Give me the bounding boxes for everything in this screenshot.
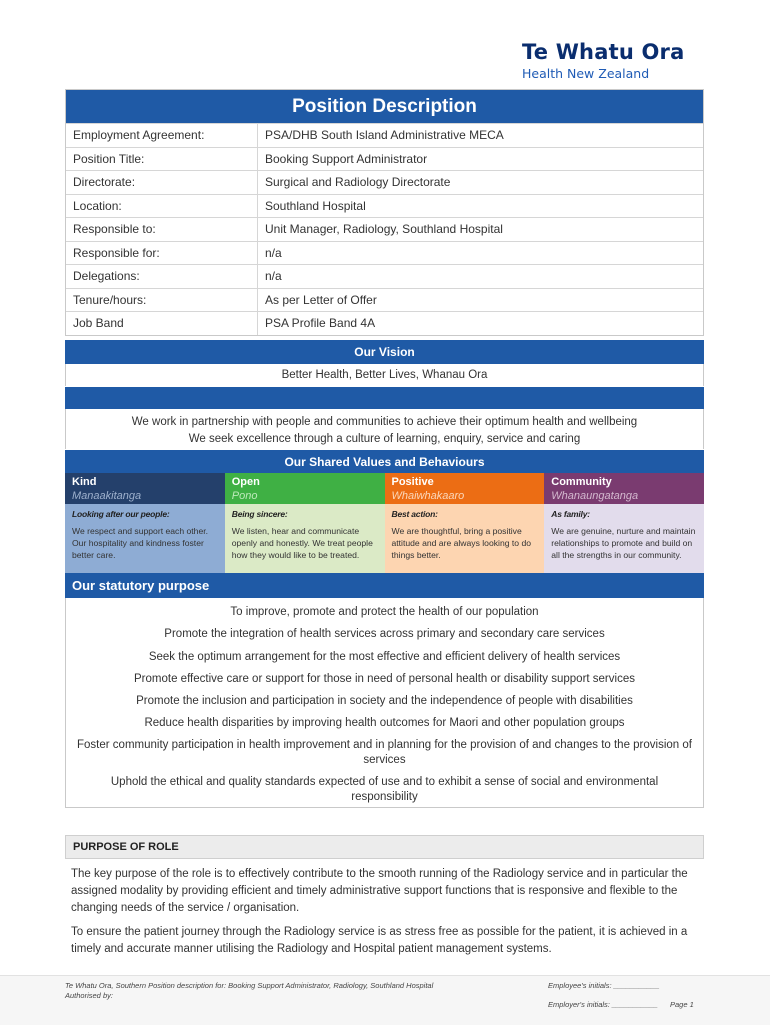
logo-title: Te Whatu Ora <box>522 40 685 64</box>
value-header <box>544 473 704 504</box>
value-subheading: Looking after our people: <box>72 509 170 519</box>
statutory-item: Promote effective care or support for those in need of personal health or disability support services <box>134 673 635 685</box>
value-open <box>225 473 385 573</box>
pd-row-label: Delegations: <box>66 265 258 288</box>
pd-row-label: Responsible for: <box>66 242 258 265</box>
statutory-item: Foster community participation in health improvement and in planning for the provision of and changes to the provision of services <box>77 739 692 766</box>
value-subheading: As family: <box>551 509 590 519</box>
statutory-item: To improve, promote and protect the health of our population <box>230 606 539 618</box>
footer-document-info <box>65 981 433 1001</box>
value-name: Community <box>551 476 612 488</box>
footer-authorised-by: Authorised by: <box>65 991 113 1000</box>
pd-row <box>66 147 703 171</box>
statutory-item: Seek the optimum arrangement for the most effective and efficient delivery of health services <box>148 651 621 663</box>
value-name: Positive <box>391 476 434 488</box>
value-name: Open <box>231 476 260 488</box>
pd-row <box>66 217 703 241</box>
vision-heading: Our Vision <box>65 340 704 364</box>
page-footer <box>0 975 770 1025</box>
value-body <box>225 504 385 573</box>
position-description-heading: Position Description <box>66 90 703 123</box>
pd-row-label: Employment Agreement: <box>66 124 258 147</box>
value-header <box>65 473 225 504</box>
footer-document-line: Te Whatu Ora, Southern Position description for: Booking Support Administrator, Radiology, Southland Hospital <box>65 981 434 990</box>
value-maori-name: Manaakitanga <box>72 490 142 502</box>
pd-row-label: Directorate: <box>66 171 258 194</box>
page-number: Page 1 <box>670 1000 694 1009</box>
value-kind <box>65 473 225 573</box>
value-subheading: Best action: <box>391 509 438 519</box>
values-heading: Our Shared Values and Behaviours <box>65 450 704 473</box>
pd-row <box>66 194 703 218</box>
value-maori-name: Whaiwhakaaro <box>391 490 465 502</box>
value-maori-name: Whanaungatanga <box>551 490 639 502</box>
value-description: We respect and support each other. Our hospitality and kindness foster better care. <box>72 526 208 560</box>
value-name: Kind <box>72 476 97 488</box>
pd-row-label: Location: <box>66 195 258 218</box>
pd-row-value: Unit Manager, Radiology, Southland Hospital <box>265 222 503 236</box>
statutory-purpose-list <box>65 598 704 808</box>
pd-row-label: Responsible to: <box>66 218 258 241</box>
value-body <box>65 504 225 573</box>
pd-row-value: n/a <box>265 269 282 283</box>
pd-row <box>66 311 703 335</box>
pd-row-value: PSA/DHB South Island Administrative MECA <box>265 128 504 142</box>
te-whatu-ora-logo <box>522 40 712 82</box>
pd-row <box>66 123 703 147</box>
pd-row <box>66 288 703 312</box>
pd-row-value: n/a <box>265 245 282 260</box>
section-divider-bar <box>65 387 704 409</box>
vision-text: Better Health, Better Lives, Whanau Ora <box>65 364 704 386</box>
purpose-of-role-heading: PURPOSE OF ROLE <box>65 835 704 859</box>
pd-row-label: Position Title: <box>66 148 258 171</box>
employer-initials: Employer's initials: ___________ <box>548 1000 658 1009</box>
pd-row <box>66 241 703 265</box>
statutory-purpose-heading: Our statutory purpose <box>65 573 704 598</box>
mission-line: We work in partnership with people and communities to achieve their optimum health and wellbeing <box>131 416 638 428</box>
pd-row-value: Booking Support Administrator <box>265 151 428 166</box>
purpose-paragraph: To ensure the patient journey through the Radiology service is as stress free as possible for the patient, it is achieved in a timely and accurate manner utilising the Radiology and Hospital patient management systems. <box>71 926 688 955</box>
value-community <box>544 473 704 573</box>
position-description-table <box>65 89 704 336</box>
pd-row-value: As per Letter of Offer <box>265 292 377 307</box>
value-header <box>385 473 545 504</box>
statutory-item: Uphold the ethical and quality standards expected of use and to exhibit a sense of social and environmental responsibility <box>110 776 659 803</box>
value-header <box>225 473 385 504</box>
value-body <box>385 504 545 573</box>
mission-statement <box>65 409 704 449</box>
statutory-item: Promote the integration of health services across primary and secondary care services <box>164 628 605 640</box>
value-maori-name: Pono <box>231 490 258 502</box>
pd-row-value: Surgical and Radiology Directorate <box>265 175 451 189</box>
value-positive <box>385 473 545 573</box>
pd-row-value: PSA Profile Band 4A <box>265 316 376 330</box>
employee-initials: Employee's initials: ___________ <box>548 981 660 990</box>
pd-row-label: Job Band <box>66 312 258 335</box>
pd-row <box>66 264 703 288</box>
value-description: We listen, hear and communicate openly and honestly. We treat people how they would like to be treated. <box>231 526 373 560</box>
value-body <box>544 504 704 573</box>
value-description: We are genuine, nurture and maintain relationships to promote and build on all the strengths in our community. <box>551 526 696 560</box>
pd-row <box>66 170 703 194</box>
purpose-paragraph: The key purpose of the role is to effectively contribute to the smooth running of the Radiology service and in particular the assigned modality by providing efficient and timely administrative support functions that is responsive and flexible to the changing needs of the service / organisation. <box>71 868 688 914</box>
logo-subtitle: Health New Zealand <box>522 66 650 81</box>
mission-line: We seek excellence through a culture of learning, enquiry, service and caring <box>188 433 581 445</box>
pd-row-value: Southland Hospital <box>265 198 366 213</box>
value-description: We are thoughtful, bring a positive attitude and are always looking to do things better. <box>391 526 532 560</box>
value-subheading: Being sincere: <box>231 509 288 519</box>
statutory-item: Promote the inclusion and participation in society and the independence of people with disabilities <box>136 695 633 707</box>
pd-row-label: Tenure/hours: <box>66 289 258 312</box>
values-grid <box>65 473 704 573</box>
statutory-item: Reduce health disparities by improving health outcomes for Maori and other population groups <box>144 717 625 729</box>
